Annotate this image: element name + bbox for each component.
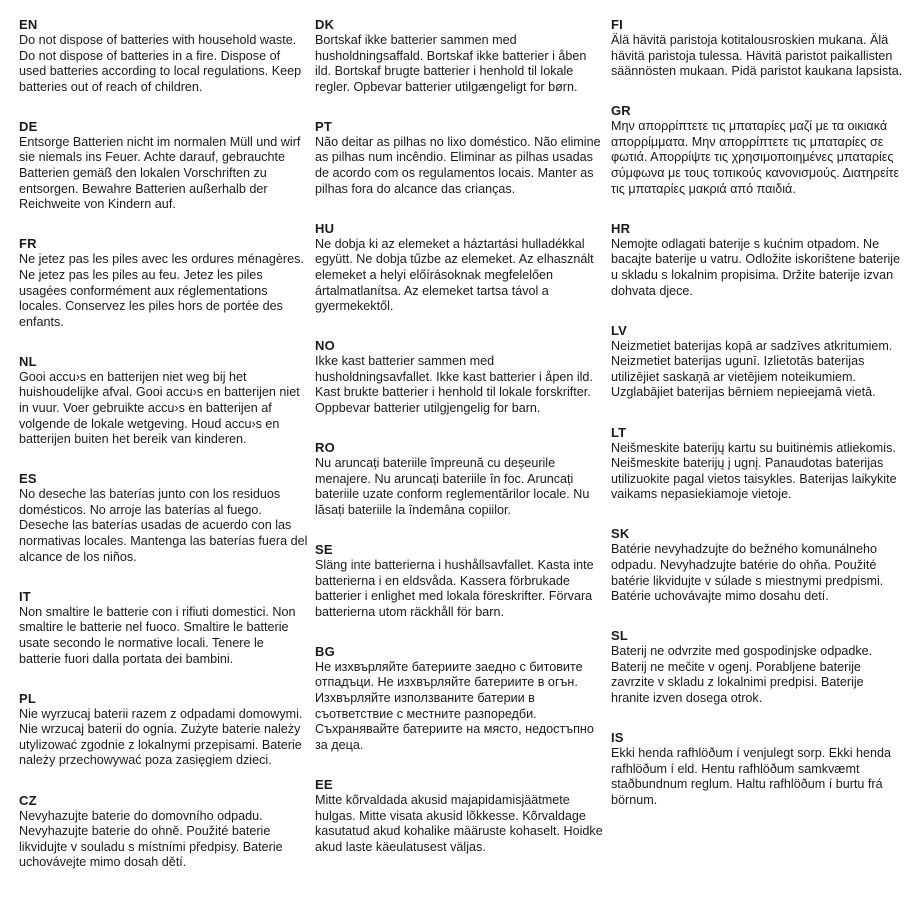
section-en [19,16,309,95]
section-fr [19,235,309,330]
section-se [315,541,605,620]
section-pl [19,690,309,769]
language-code: BG [315,643,335,659]
disposal-text: Не изхвърляйте батериите заедно с битовите отпадъци. Не изхвърляйте батериите в огън. Изхвърляйте използваните батерии в съответствие с местните разпоредби. Съхранявайте батериите на място, недостъпно за деца. [315,659,594,752]
disposal-text: Älä hävitä paristoja kotitalousroskien mukana. Älä hävitä paristoja tulessa. Hävitä paristot paikallisten säännösten mukaan. Pidä paristot kaukana lapsista. [611,33,903,79]
disposal-text: Ikke kast batterier sammen med husholdningsavfallet. Ikke kast batterier i åpen ild. Kast brukte batterier i henhold til lokale forskrifter. Oppbevar batterier utilgjengelig for barn. [315,354,593,415]
language-code: HR [611,220,631,236]
disposal-text: Não deitar as pilhas no lixo doméstico. Não elimine as pilhas num incêndio. Eliminar as pilhas usadas de acordo com os regulamentos locais. Manter as pilhas fora do alcance das crianças. [315,134,601,196]
section-no [315,337,605,416]
section-ee [315,776,605,855]
section-is [611,729,903,808]
disposal-text: Neizmetiet baterijas kopā ar sadzīves atkritumiem. Neizmetiet baterijas ugunī. Izlietotās baterijas utilizējiet saskaņā ar vietējiem noteikumiem. Uzglabājiet baterijas bērniem nepieejamā vietā. [611,338,893,400]
disposal-text: Nie wyrzucaj baterii razem z odpadami domowymi. Nie wrzucaj baterii do ognia. Zużyte baterie należy utylizować zgodnie z lokalnymi przepisami. Baterie należy przechowywać poza zasięgiem dzieci. [19,706,303,768]
section-sl [611,627,903,706]
section-pt [315,118,605,197]
language-code: NL [19,353,37,369]
disposal-text: Batérie nevyhadzujte do bežného komunálneho odpadu. Nevyhadzujte batérie do ohňa. Použité batérie likvidujte v súlade s miestnymi predpismi. Batérie uchovávajte mimo dosahu detí. [611,542,884,604]
section-bg [315,643,605,754]
disposal-text: Mitte kõrvaldada akusid majapidamisjäätmete hulgas. Mitte visata akusid lõkkesse. Kõrvaldage kasutatud akud kohalike määruste kohaselt. Hoidke akud laste käeulatusest väljas. [315,792,603,854]
section-dk [315,16,605,95]
section-hu [315,220,605,315]
column-1 [19,16,309,893]
column-2 [315,16,605,878]
language-code: ES [19,471,37,487]
disposal-text: Non smaltire le batterie con i rifiuti domestici. Non smaltire le batterie nel fuoco. Smaltire le batterie usate secondo le normative locali. Tenere le batterie fuori dalla portata dei bambini. [19,604,296,666]
language-code: NO [315,338,335,354]
section-nl [19,353,309,448]
disposal-text: Nevyhazujte baterie do domovního odpadu. Nevyhazujte baterie do ohně. Použité baterie likvidujte v souladu s místními předpisy. Baterie uchovávejte mimo dosah dětí. [19,808,283,870]
language-code: RO [315,440,335,456]
disposal-text: Μην απορρίπτετε τις μπαταρίες μαζί με τα οικιακά απορρίμματα. Μην απορρίπτετε τις μπαταρίες σε φωτιά. Απορρίψτε τις χρησιμοποιημένες μπαταρίες σύμφωνα με τους τοπικούς κανονισμούς. Διατηρείτε τις μπαταρίες μακριά από παιδιά. [611,119,900,196]
disposal-text: Baterij ne odvrzite med gospodinjske odpadke. Baterij ne mečite v ogenj. Porabljene baterije zavrzite v skladu z lokalnimi predpisi. Baterije hranite izven dosega otrok. [611,644,873,706]
disposal-text: Bortskaf ikke batterier sammen med husholdningsaffald. Bortskaf ikke batterier i åben ild. Bortskaf brugte batterier i henhold til lokale regler. Opbevar batterier utilgængeligt for børn. [315,33,587,94]
section-de [19,118,309,213]
column-3 [611,16,903,831]
disposal-text: Entsorge Batterien nicht im normalen Müll und wirf sie niemals ins Feuer. Achte darauf, gebrauchte Batterien gemäß den lokalen Vorschriften zu entsorgen. Bewahre Batterien außerhalb der Reichweite von Kindern auf. [19,134,301,212]
section-gr [611,102,903,197]
disposal-text: Ne jetez pas les piles avec les ordures ménagères. Ne jetez pas les piles au feu. Jetez les piles usagées conformément aux réglementations locales. Conservez les piles hors de portée des enfants. [19,252,304,329]
language-code: IS [611,730,624,746]
language-code: HU [315,220,335,236]
section-hr [611,220,903,299]
language-code: LT [611,424,627,440]
disposal-text: Do not dispose of batteries with household waste. Do not dispose of batteries in a fire. Dispose of used batteries according to local regulations. Keep batteries out of reach of children. [19,33,302,94]
disposal-text: Släng inte batterierna i hushållsavfallet. Kasta inte batterierna i en eldsvåda. Kassera förbrukade batterier i enlighet med lokala föreskrifter. Förvara batterierna utom räckhåll för barn. [315,557,594,619]
section-lv [611,322,903,401]
language-code: LV [611,322,628,338]
language-code: CZ [19,792,37,808]
disposal-text: Neišmeskite baterijų kartu su buitinėmis atliekomis. Neišmeskite baterijų į ugnį. Panaudotas baterijas utilizuokite pagal vietos taisykles. Baterijas laikykite vaikams nepasiekiamoje vietoje. [611,440,897,502]
language-code: EN [19,17,38,32]
language-code: DK [315,17,335,32]
language-code: DE [19,118,38,134]
language-code: IT [19,588,31,604]
language-code: PL [19,690,37,706]
language-code: SK [611,526,630,542]
section-es [19,470,309,565]
disposal-text: Ekki henda rafhlöðum í venjulegt sorp. Ekki henda rafhlöðum í eld. Hentu rafhlöðum samkvæmt staðbundnum reglum. Haltu rafhlöðum í burtu frá börnum. [611,746,892,807]
disposal-text: No deseche las baterías junto con los residuos domésticos. No arroje las baterías al fuego. Deseche las baterías usadas de acuerdo con las normativas locales. Mantenga las baterías fuera del alcance de los niños. [19,487,308,564]
language-code: FI [611,17,623,32]
disposal-text: Ne dobja ki az elemeket a háztartási hulladékkal együtt. Ne dobja tűzbe az elemeket. Az elhasznált elemeket a helyi előírásoknak megfelelően ártalmatlanítsa. Az elemeket tartsa távol a gyermekektől. [315,236,594,314]
language-code: SE [315,541,333,557]
language-code: SL [611,628,629,644]
section-sk [611,525,903,604]
disposal-text: Nemojte odlagati baterije s kućnim otpadom. Ne bacajte baterije u vatru. Odložite iskorištene baterije u skladu s lokalnim propisima. Držite baterije izvan dohvata djece. [611,236,901,298]
section-lt [611,424,903,503]
language-code: GR [611,103,631,119]
disposal-text: Gooi accu›s en batterijen niet weg bij het huishoudelijke afval. Gooi accu›s en batterijen niet in vuur. Voer gebruikte accu›s en batterijen af volgende de lokale wetgeving. Houd accu›s en batterijen buiten het bereik van kinderen. [19,369,300,447]
language-code: EE [315,776,333,792]
language-code: FR [19,236,37,252]
section-fi [611,16,903,80]
language-code: PT [315,118,333,134]
section-it [19,588,309,667]
section-ro [315,439,605,518]
disposal-text: Nu aruncați bateriile împreună cu deșeurile menajere. Nu aruncați bateriile în foc. Aruncați bateriile uzate conform reglementărilor locale. Nu lăsați bateriile la îndemâna copiilor. [315,456,590,517]
section-cz [19,792,309,871]
